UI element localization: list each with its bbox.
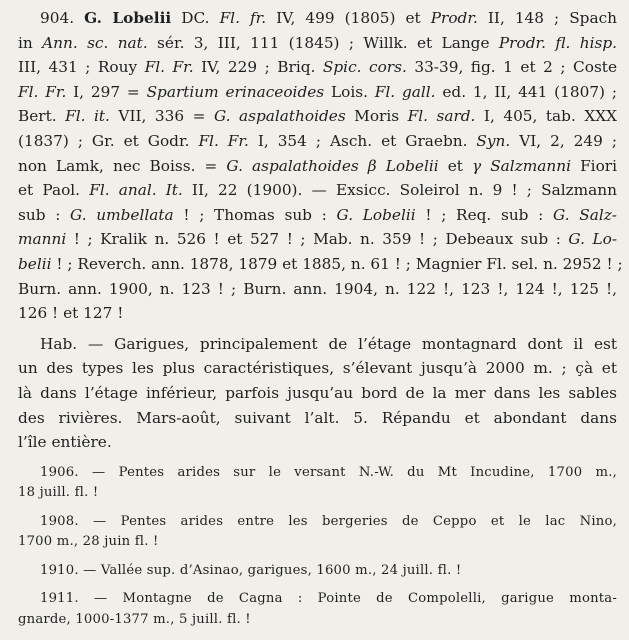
entry-text: et Paol. (18, 181, 90, 200)
entry-text: Lois. (324, 82, 375, 101)
italic-reference: manni (18, 230, 67, 249)
entry-text: Fiori (570, 156, 617, 175)
entry-line (18, 178, 617, 203)
observation-record (18, 561, 617, 582)
habitat-paragraph (18, 332, 617, 455)
entry-text: ! ; Req. sub : (415, 205, 554, 224)
entry-text: 33-39, fig. 1 et 2 ; Coste (406, 58, 618, 77)
entry-line (18, 104, 617, 129)
italic-reference: Fl. Fr. (198, 131, 249, 150)
italic-reference: G. Lobelii (336, 205, 416, 224)
entry-line (18, 80, 617, 105)
entry-text: ! ; Thomas sub : (173, 205, 337, 224)
entry-line (18, 301, 617, 326)
entry-text: sub : (18, 205, 71, 224)
entry-line (18, 252, 623, 277)
italic-reference: Syn. (476, 131, 511, 150)
italic-reference: G. Lo- (568, 230, 617, 249)
observation-record (18, 512, 617, 553)
entry-text: VI, 2, 249 ; (510, 131, 617, 150)
entry-text: sér. 3, III, 111 (1845) ; Willk. et Lange (147, 33, 499, 52)
habitat-line: Hab. — Garigues, principalement de l’étage montagnard dont il est (40, 334, 617, 353)
observation-record (18, 589, 617, 630)
italic-reference: Fl. Fr. (18, 82, 67, 101)
entry-text: IV, 499 (1805) et (266, 9, 431, 27)
entry-line (18, 129, 617, 154)
italic-reference: Prodr. fl. hisp. (498, 33, 618, 52)
italic-reference: γ Salzmanni (471, 156, 571, 175)
entry-text: ! ; Kralik n. 526 ! et 527 ! ; Mab. n. 359 ! ; Debeaux sub : (66, 230, 569, 249)
entry-text: 126 ! et 127 ! (18, 304, 124, 323)
italic-reference: Fl. it. (65, 107, 110, 126)
entry-line (18, 277, 617, 302)
entry-line (18, 227, 617, 252)
observation-line: gnarde, 1000-1377 m., 5 juill. fl. ! (18, 611, 251, 627)
entry-line (18, 55, 617, 80)
entry-text: in (18, 33, 43, 52)
species-entry (18, 6, 623, 326)
entry-text: ed. 1, II, 441 (1807) ; (435, 82, 617, 101)
entry-text: non Lamk, nec Boiss. = (18, 156, 227, 175)
habitat-line: des rivières. Mars-août, suivant l’alt. 5. Répandu et abondant dans (18, 408, 617, 427)
italic-reference: G. aspalathoides β Lobelii (226, 156, 439, 175)
italic-reference: Fl. anal. It. (89, 181, 183, 200)
entry-text: DC. (171, 9, 220, 27)
observation-line: 1906. — Pentes arides sur le versant N.-W. du Mt Incudine, 1700 m., (40, 464, 617, 480)
italic-reference: Spartium erinaceoides (146, 82, 325, 101)
italic-reference: G. Salz- (553, 205, 617, 224)
entry-text: IV, 229 ; Briq. (193, 58, 323, 77)
entry-text: Burn. ann. 1900, n. 123 ! ; Burn. ann. 1904, n. 122 !, 123 !, 124 !, 125 !, (18, 279, 617, 298)
italic-reference: G. aspalathoides (213, 107, 346, 126)
habitat-line: là dans l’étage inférieur, parfois jusqu’au bord de la mer dans les sables (18, 383, 617, 402)
observation-line: 1911. — Montagne de Cagna : Pointe de Compolelli, garigue monta- (40, 591, 617, 607)
entry-text: I, 405, tab. XXX (475, 107, 617, 126)
entry-line (18, 203, 617, 228)
entry-text: Moris (345, 107, 408, 126)
observation-line: 1910. — Vallée sup. d’Asinao, garigues, 1600 m., 24 juill. fl. ! (40, 562, 462, 578)
entry-text: II, 22 (1900). — Exsicc. Soleirol n. 9 ! ; Salzmann (182, 181, 617, 200)
habitat-line: l’île entière. (18, 433, 112, 452)
entry-text: et (438, 156, 472, 175)
entry-text: II, 148 ; Spach (477, 9, 618, 27)
entry-line (18, 31, 617, 56)
entry-text: VII, 336 = (109, 107, 214, 126)
entry-text: (1837) ; Gr. et Godr. (18, 131, 199, 150)
entry-line (18, 154, 617, 179)
entry-text: I, 354 ; Asch. et Graebn. (248, 131, 477, 150)
italic-reference: Fl. fr. (219, 9, 267, 27)
italic-reference: belii (18, 254, 52, 273)
habitat-line: un des types les plus caractéristiques, s’élevant jusqu’à 2000 m. ; çà et (18, 359, 617, 378)
italic-reference: Spic. cors. (322, 58, 407, 77)
italic-reference: Prodr. (430, 9, 478, 27)
entry-text: 904. (40, 9, 85, 27)
entry-line (18, 6, 617, 31)
italic-reference: Fl. Fr. (144, 58, 194, 77)
entry-text: Bert. (18, 107, 66, 126)
observation-record (18, 463, 617, 504)
italic-reference: Fl. sard. (407, 107, 476, 126)
species-name: G. Lobelii (84, 9, 172, 27)
entry-text: ! ; Reverch. ann. 1878, 1879 et 1885, n. 61 ! ; Magnier Fl. sel. n. 2952 ! ; (51, 254, 623, 273)
italic-reference: Ann. sc. nat. (42, 33, 148, 52)
italic-reference: Fl. gall. (374, 82, 436, 101)
entry-text: I, 297 = (66, 82, 147, 101)
entry-text: III, 431 ; Rouy (18, 58, 145, 77)
observation-line: 1908. — Pentes arides entre les bergeries de Ceppo et le lac Nino, (40, 513, 617, 529)
observation-records (18, 463, 617, 631)
observation-line: 1700 m., 28 juin fl. ! (18, 534, 159, 550)
italic-reference: G. umbellata (70, 205, 174, 224)
observation-line: 18 juill. fl. ! (18, 485, 99, 501)
